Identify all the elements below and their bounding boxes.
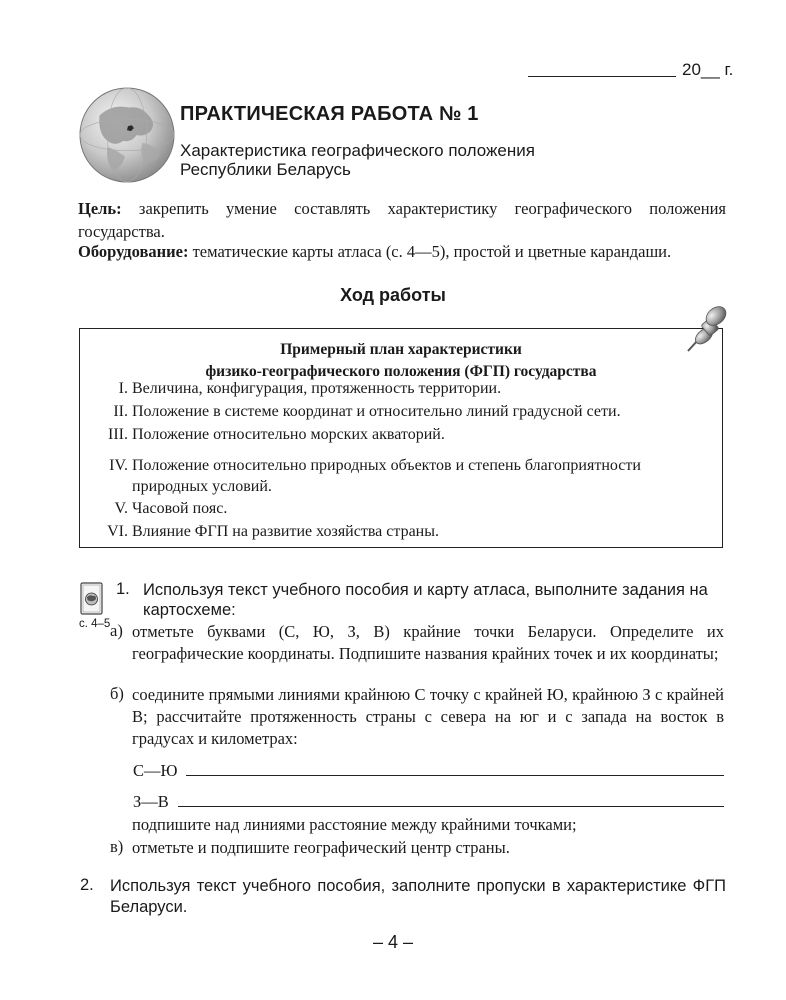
plan-item (92, 455, 718, 497)
task-1-text (143, 580, 733, 620)
plan-item-number: III. (108, 426, 128, 443)
pushpin-icon (684, 304, 730, 354)
plan-item-number: V. (114, 500, 128, 517)
subtask-b-label: б) (110, 684, 124, 703)
globe-icon (78, 86, 176, 184)
page-subtitle (180, 141, 535, 179)
goal-text: закрепить умение составлять характеристику географического положения государства. (78, 199, 726, 241)
subtitle-line-2: Республики Беларусь (180, 160, 351, 179)
page-reference: с. 4–5 (79, 618, 111, 630)
goal-label: Цель: (78, 199, 122, 218)
plan-item (92, 424, 718, 445)
task-1-number: 1. (116, 580, 130, 598)
subtask-v-text: отметьте и подпишите географический центр страны. (132, 838, 510, 857)
plan-item-text: Величина, конфигурация, протяженность территории. (132, 380, 502, 397)
plan-item (92, 498, 718, 519)
plan-item-text: Положение в системе координат и относительно линий градусной сети. (132, 403, 621, 420)
plan-title-line-2: физико-географического положения (ФГП) государства (205, 363, 597, 380)
task-1-line-1: Используя текст учебного пособия и карту атласа, выполните задания на (143, 581, 708, 599)
plan-item-text: Положение относительно морских акваторий. (132, 426, 445, 443)
subtask-a-text: отметьте буквами (С, Ю, З, В) крайние точки Беларуси. Определите их географические координаты. Подпишите названия крайних точек и их координаты; (132, 622, 724, 663)
subtitle-line-1: Характеристика географического положения (180, 141, 535, 160)
west-east-answer-line[interactable] (178, 806, 724, 807)
equipment-text: тематические карты атласа (с. 4—5), простой и цветные карандаши. (188, 242, 672, 261)
date-year-label: 20__ г. (682, 60, 734, 79)
work-heading: Ход работы (340, 285, 446, 305)
plan-item-text: Часовой пояс. (132, 500, 228, 517)
subtask-a-label: а) (110, 621, 123, 640)
plan-item-number: IV. (109, 457, 128, 474)
equipment-paragraph (78, 240, 726, 263)
atlas-book-icon (80, 582, 104, 616)
plan-title (80, 339, 722, 383)
date-blank-line[interactable] (528, 60, 676, 77)
page-title: ПРАКТИЧЕСКАЯ РАБОТА № 1 (180, 103, 479, 125)
plan-item-text: Положение относительно природных объектов и степень благоприятности природных условий. (132, 457, 641, 495)
plan-item-number: I. (118, 380, 128, 397)
plan-item (92, 521, 718, 542)
plan-item-number: VI. (107, 523, 128, 540)
subtask-b-text: соедините прямыми линиями крайнюю С точку с крайней Ю, крайнюю З с крайней В; рассчитайте протяженность страны с севера на юг и с запада на восток в градусах и километрах: (132, 685, 724, 748)
task-2-number: 2. (80, 876, 94, 894)
plan-item-text: Влияние ФГП на развитие хозяйства страны. (132, 523, 439, 540)
task-1-line-2: картосхеме: (143, 601, 236, 619)
north-south-answer-line[interactable] (186, 775, 724, 776)
plan-item (92, 401, 718, 422)
plan-title-line-1: Примерный план характеристики (280, 341, 522, 358)
subtask-v-label: в) (110, 837, 124, 856)
equipment-label: Оборудование: (78, 242, 189, 261)
page-number: – 4 – (372, 932, 414, 952)
task-2-text: Используя текст учебного пособия, заполните пропуски в характеристике ФГП Беларуси. (110, 877, 726, 916)
plan-item (92, 378, 718, 399)
north-south-label: С—Ю (133, 761, 178, 780)
west-east-label: З—В (133, 792, 169, 811)
plan-item-number: II. (113, 403, 128, 420)
goal-paragraph (78, 197, 726, 243)
subtask-b-note: подпишите над линиями расстояние между крайними точками; (132, 815, 577, 834)
